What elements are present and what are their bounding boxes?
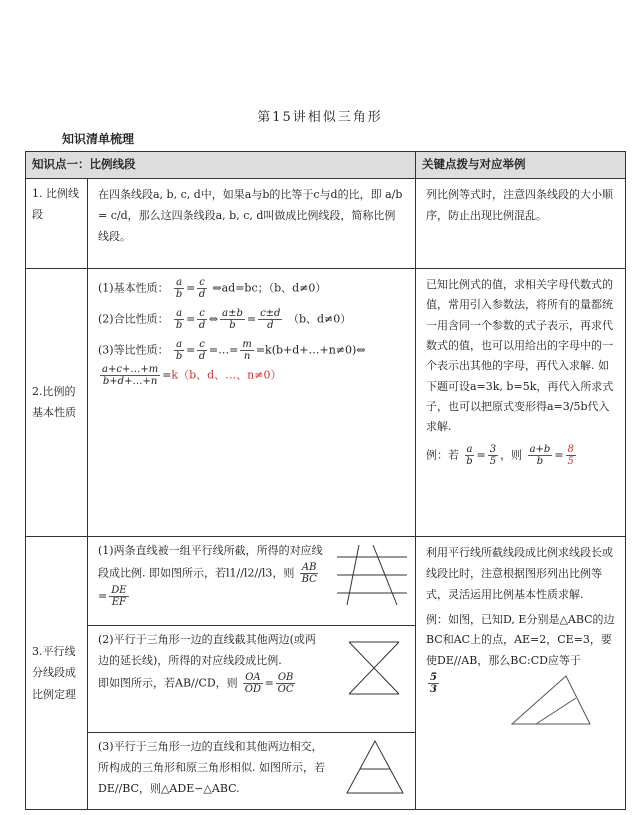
property-basic: (1)基本性质： $\frac{a}{b}$ = $\frac{c}{d}$ ⇔ad=bc；（b、d≠0） bbox=[98, 276, 327, 300]
row-label: 1. 比例线段 bbox=[26, 178, 88, 268]
property-sum: (2)合比性质： $\frac{a}{b}$ = $\frac{c}{d}$ ⇔ $\frac{a\pm b}{b}$ = $\frac{c\pm d}{d}$ （b、d≠0） bbox=[98, 307, 352, 331]
page-title: 第15讲相似三角形 bbox=[257, 110, 383, 125]
row-content bbox=[88, 268, 416, 536]
row-note: 利用平行线所截线段成比例求线段长或线段比时，注意根据图形列出比例等式，灵活运用比例基本性质求解. 例：如图，已知D, E分别是△ABC的边BC和AC上的点，AE=2，CE=3，要使DE//AB，那么BC:CD应等于 $\frac{5}{3}$ bbox=[416, 536, 626, 809]
table-row bbox=[26, 536, 626, 809]
example: 例：若 $\frac{a}{b}$ = $\frac{3}{5}$ ，则 $\frac{a+b}{b}$ = $\frac{8}{5}$ bbox=[426, 443, 574, 467]
formula-frac: $\frac{c}{d}$ bbox=[198, 276, 206, 300]
formula-frac: $\frac{a}{b}$ bbox=[175, 307, 183, 331]
table-row bbox=[26, 178, 626, 268]
triangle-example-figure bbox=[506, 672, 596, 730]
formula-frac: $\frac{a}{b}$ bbox=[175, 276, 183, 300]
formula-frac: $\frac{a}{b}$ bbox=[175, 338, 183, 362]
table-row bbox=[26, 268, 626, 536]
formula-frac: $\frac{a\pm b}{b}$ bbox=[222, 307, 243, 331]
row-content: (1)两条直线被一组平行线所截，所得的对应线段成比例. 即如图所示，若l1//l2//l3，则 $\frac{AB}{BC}$ = $\frac{DE}{EF}$ (2)平行于三角形一边的直线截其他两边(或两边的延长线)，所得的对应线段成比例. 即如图所示，若AB//CD，则 $\frac{OA}{OD}$ = $\frac{OB}{OC}$ (3)平行于三角形一边的直线和其他两边相交，所构成的三角形和原三角形相似. 如图所示，若DE//BC，则△ADE∽△ABC. bbox=[88, 536, 416, 809]
property-equal-ratio: (3)等比性质： $\frac{a}{b}$ = $\frac{c}{d}$ =…= $\frac{m}{n}$ =k(b+d+…+n≠0)⇔ bbox=[98, 338, 366, 362]
parallel-lines-figure bbox=[337, 543, 407, 607]
formula-frac: $\frac{3}{5}$ bbox=[489, 443, 497, 467]
property-equal-ratio-line2: $\frac{a+c+\dots+m}{b+d+\dots+n}$ =k（b、d、…、n≠0） bbox=[102, 363, 282, 387]
answer-frac: $\frac{5}{3}$ bbox=[430, 672, 437, 696]
knowledge-table bbox=[25, 151, 626, 810]
header-knowledge: 知识点一：比例线段 bbox=[26, 152, 416, 179]
section-subtitle: 知识清单梳理 bbox=[62, 132, 135, 146]
formula-frac: $\frac{c}{d}$ bbox=[198, 307, 206, 331]
row-note: 已知比例式的值，求相关字母代数式的值，常用引入参数法，将所有的量都统一用含同一个参数的式子表示，再求代数式的值，也可以用给出的字母中的一个表示出其他的字母，再代入求解. 如下题可设a=3k, b=5k，再代入所求式子，也可以把原式变形得a=3/5b代入求解. 例：若 $\frac{a}{b}$ = $\frac{3}{5}$ ，则 $\frac{a+b}{b}$ = $\frac{8}{5}$ bbox=[416, 268, 626, 536]
formula-frac: $\frac{a}{b}$ bbox=[466, 443, 473, 467]
row-label: 2.比例的基本性质 bbox=[26, 268, 88, 536]
formula-frac: $\frac{m}{n}$ bbox=[242, 338, 252, 362]
header-notes: 关键点拨与对应举例 bbox=[416, 152, 626, 179]
formula-frac: $\frac{c\pm d}{d}$ bbox=[260, 307, 281, 331]
cross-triangle-figure bbox=[343, 638, 407, 698]
answer-frac: $\frac{8}{5}$ bbox=[567, 443, 574, 467]
table-header-row bbox=[26, 152, 626, 179]
row-content: 在四条线段a, b, c, d中，如果a与b的比等于c与d的比，即 a/b = c/d，那么这四条线段a, b, c, d叫做成比例线段，简称比例线段。 bbox=[88, 178, 416, 268]
formula-frac: $\frac{a+b}{b}$ bbox=[529, 443, 551, 467]
row-note: 列比例等式时，注意四条线段的大小顺序，防止出现比例混乱。 bbox=[416, 178, 626, 268]
formula-frac: $\frac{a+c+\dots+m}{b+d+\dots+n}$ bbox=[102, 363, 159, 387]
triangle-figure bbox=[343, 737, 407, 797]
row-label: 3.平行线分线段成比例定理 bbox=[26, 536, 88, 809]
formula-frac: $\frac{c}{d}$ bbox=[198, 338, 206, 362]
